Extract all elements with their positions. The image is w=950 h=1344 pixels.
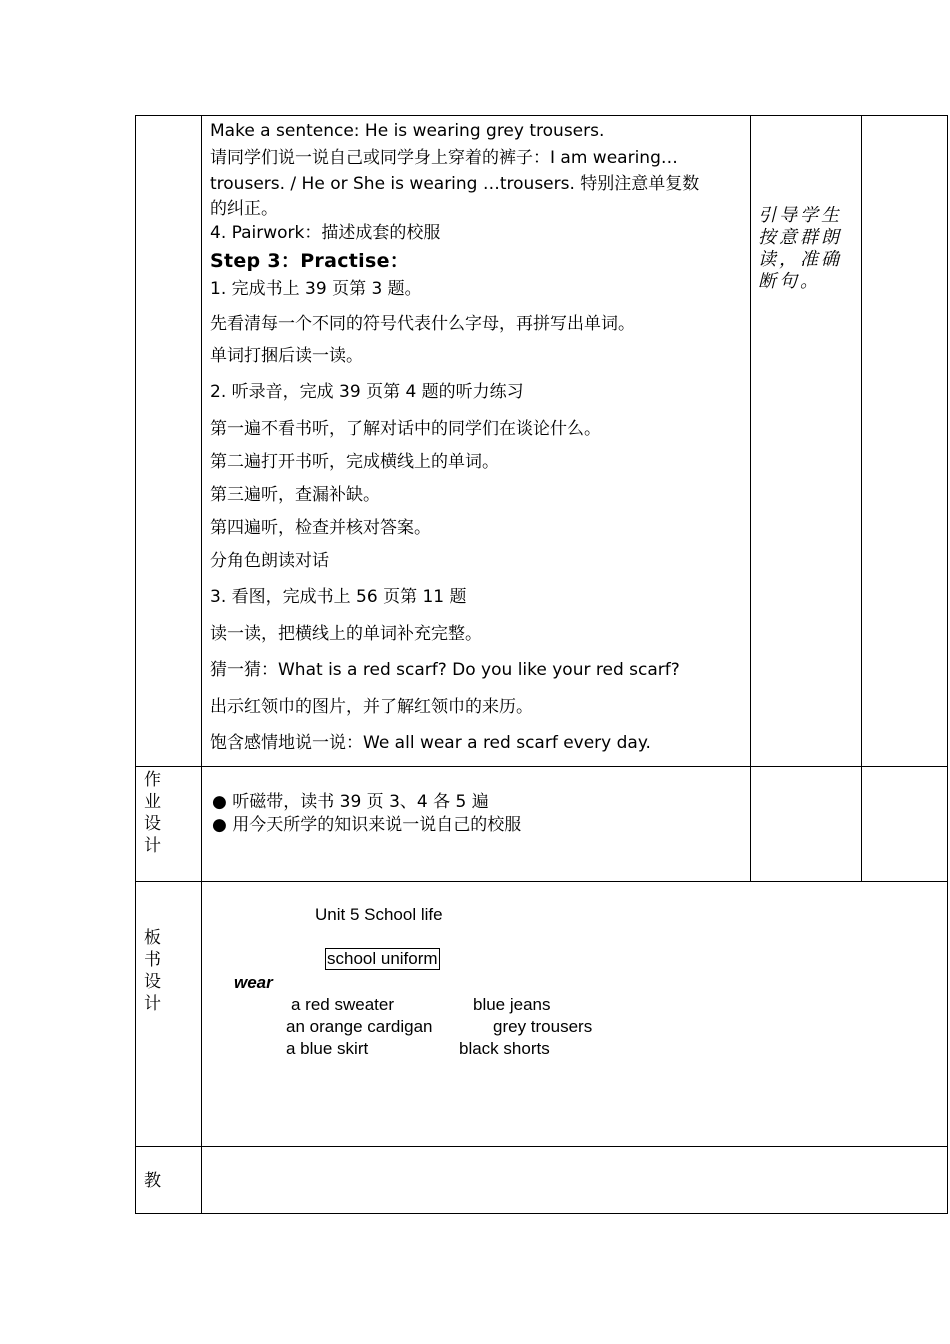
table-top-border (135, 115, 948, 116)
process-line: 猜一猜：What is a red scarf? Do you like your red scarf? (210, 660, 680, 680)
homework-label-char: 业 (144, 792, 161, 812)
homework-label-char: 计 (144, 836, 161, 856)
process-line: 2. 听录音，完成 39 页第 4 题的听力练习 (210, 382, 524, 402)
process-line: trousers. / He or She is wearing …trousers. 特别注意单复数 (210, 174, 700, 194)
process-line: 先看清每一个不同的符号代表什么字母，再拼写出单词。 (210, 314, 635, 334)
row-divider-homework (135, 766, 948, 767)
process-line: 分角色朗读对话 (210, 551, 329, 571)
process-line: 饱含感情地说一说：We all wear a red scarf every day. (210, 733, 651, 753)
board-label-char: 板 (144, 928, 161, 948)
board-title: Unit 5 School life (315, 905, 443, 924)
board-item-right: grey trousers (493, 1017, 593, 1036)
step-heading: Step 3：Practise： (210, 250, 410, 272)
process-line: 第四遍听，检查并核对答案。 (210, 518, 431, 538)
process-line: Make a sentence: He is wearing grey trousers. (210, 121, 605, 141)
board-label-char: 计 (144, 994, 161, 1014)
process-line: 第二遍打开书听，完成横线上的单词。 (210, 452, 499, 472)
board-verb: wear (234, 973, 273, 992)
process-line: 第一遍不看书听，了解对话中的同学们在谈论什么。 (210, 419, 601, 439)
table-left-border (135, 115, 136, 1214)
note-column-right (861, 115, 862, 882)
process-line: 4. Pairwork：描述成套的校服 (210, 223, 441, 243)
board-label-char: 设 (144, 972, 161, 992)
homework-label-char: 作 (144, 770, 161, 790)
board-item-left: an orange cardigan (286, 1017, 433, 1036)
board-boxed-word: school uniform (327, 949, 438, 968)
note-column-left (750, 115, 751, 882)
process-line: 第三遍听，查漏补缺。 (210, 485, 380, 505)
process-line: 的纠正。 (210, 199, 278, 219)
process-line: 出示红领巾的图片，并了解红领巾的来历。 (210, 697, 533, 717)
process-line: 读一读，把横线上的单词补充完整。 (210, 624, 482, 644)
process-line: 1. 完成书上 39 页第 3 题。 (210, 279, 422, 299)
board-item-right: blue jeans (473, 995, 551, 1014)
table-right-border (947, 115, 948, 1214)
process-line: 单词打捆后读一读。 (210, 346, 363, 366)
homework-label-char: 设 (144, 814, 161, 834)
homework-item: ● 用今天所学的知识来说一说自己的校服 (212, 815, 522, 835)
board-item-left: a blue skirt (286, 1039, 369, 1058)
table-bottom-border (135, 1213, 948, 1214)
board-label-char: 书 (144, 950, 161, 970)
board-item-left: a red sweater (291, 995, 394, 1014)
row-divider-board (135, 881, 948, 882)
process-line: 3. 看图，完成书上 56 页第 11 题 (210, 587, 467, 607)
process-line: 请同学们说一说自己或同学身上穿着的裤子：I am wearing… (210, 148, 678, 168)
teaching-note: 引导学生按意群朗读，准确断句。 (758, 205, 842, 292)
label-column-divider (201, 115, 202, 1214)
homework-item: ● 听磁带，读书 39 页 3、4 各 5 遍 (212, 792, 489, 812)
reflection-label: 教 (144, 1171, 161, 1191)
board-item-right: black shorts (459, 1039, 550, 1058)
row-divider-reflection (135, 1146, 948, 1147)
